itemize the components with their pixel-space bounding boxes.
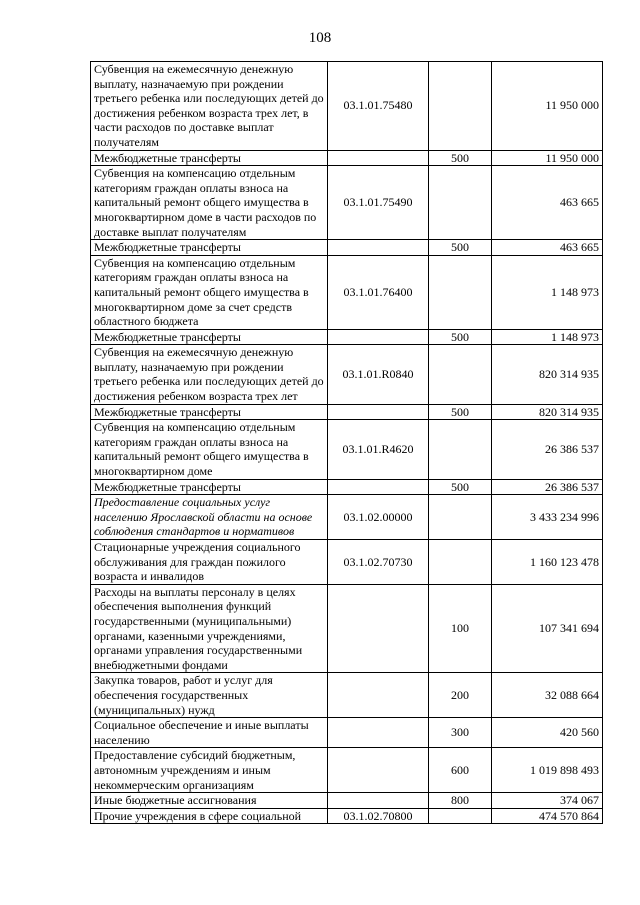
table-row [91,150,603,166]
row-name-cell: Межбюджетные трансферты [91,240,328,256]
row-sum-cell: 32 088 664 [492,673,603,718]
row-name-cell: Расходы на выплаты персоналу в целях обеспечения выполнения функций государственными (муниципальными) органами, казенными учреждениями, органами управления государственными внебюджетными фондами [91,584,328,673]
row-code-cell [328,748,429,793]
row-type-cell: 500 [429,479,492,495]
row-sum-cell: 463 665 [492,166,603,240]
row-name-cell: Субвенция на ежемесячную денежную выплату, назначаемую при рождении третьего ребенка или последующих детей до достижения ребенком возраста трех лет, в части расходов по доставке выплат получателям [91,62,328,151]
budget-table [90,61,603,824]
row-type-cell [429,166,492,240]
row-code-cell: 03.1.02.70730 [328,540,429,585]
row-code-cell [328,404,429,420]
row-sum-cell: 1 148 973 [492,255,603,329]
row-code-cell [328,329,429,345]
row-sum-cell: 1 019 898 493 [492,748,603,793]
row-name-cell: Межбюджетные трансферты [91,150,328,166]
table-row [91,240,603,256]
row-sum-cell: 107 341 694 [492,584,603,673]
row-sum-cell: 1 148 973 [492,329,603,345]
table-row [91,166,603,240]
row-name-cell: Субвенция на компенсацию отдельным категориям граждан оплаты взноса на капитальный ремонт общего имущества в многоквартирном доме в части расходов по доставке выплат получателям [91,166,328,240]
row-sum-cell: 26 386 537 [492,479,603,495]
row-sum-cell: 474 570 864 [492,808,603,824]
row-name-cell: Закупка товаров, работ и услуг для обеспечения государственных (муниципальных) нужд [91,673,328,718]
row-name-cell: Социальное обеспечение и иные выплаты населению [91,718,328,748]
row-type-cell: 600 [429,748,492,793]
row-code-cell [328,718,429,748]
row-name-cell: Субвенция на ежемесячную денежную выплату, назначаемую при рождении третьего ребенка или последующих детей до достижения ребенком возраста трех лет [91,345,328,404]
row-name-cell: Предоставление субсидий бюджетным, автономным учреждениям и иным некоммерческим организациям [91,748,328,793]
table-row [91,793,603,809]
row-name-cell: Межбюджетные трансферты [91,404,328,420]
row-code-cell: 03.1.01.76400 [328,255,429,329]
table-row [91,404,603,420]
table-row [91,808,603,824]
row-sum-cell: 420 560 [492,718,603,748]
row-name-cell: Иные бюджетные ассигнования [91,793,328,809]
row-code-cell: 03.1.01.R0840 [328,345,429,404]
table-row [91,420,603,479]
row-sum-cell: 463 665 [492,240,603,256]
table-row [91,329,603,345]
row-code-cell: 03.1.02.00000 [328,495,429,540]
row-type-cell: 500 [429,329,492,345]
row-type-cell [429,255,492,329]
row-type-cell [429,62,492,151]
budget-table-body [91,62,603,824]
table-row [91,62,603,151]
row-type-cell: 500 [429,150,492,166]
row-code-cell: 03.1.02.70800 [328,808,429,824]
row-name-cell: Субвенция на компенсацию отдельным категориям граждан оплаты взноса на капитальный ремонт общего имущества в многоквартирном доме за счет средств областного бюджета [91,255,328,329]
row-type-cell: 800 [429,793,492,809]
row-name-cell: Межбюджетные трансферты [91,479,328,495]
row-code-cell [328,673,429,718]
row-code-cell [328,150,429,166]
row-type-cell [429,345,492,404]
row-code-cell [328,584,429,673]
row-sum-cell: 820 314 935 [492,345,603,404]
row-type-cell: 300 [429,718,492,748]
table-row [91,479,603,495]
row-sum-cell: 11 950 000 [492,150,603,166]
row-type-cell: 200 [429,673,492,718]
table-row [91,255,603,329]
table-row [91,345,603,404]
row-code-cell [328,240,429,256]
row-code-cell: 03.1.01.75490 [328,166,429,240]
table-row [91,584,603,673]
row-sum-cell: 820 314 935 [492,404,603,420]
row-name-cell: Прочие учреждения в сфере социальной [91,808,328,824]
table-row [91,673,603,718]
row-sum-cell: 1 160 123 478 [492,540,603,585]
row-type-cell [429,808,492,824]
row-name-cell: Предоставление социальных услуг населению Ярославской области на основе соблюдения стандартов и нормативов [91,495,328,540]
row-code-cell: 03.1.01.R4620 [328,420,429,479]
row-type-cell [429,540,492,585]
row-name-cell: Субвенция на компенсацию отдельным категориям граждан оплаты взноса на капитальный ремонт общего имущества в многоквартирном доме [91,420,328,479]
row-type-cell: 500 [429,240,492,256]
row-code-cell: 03.1.01.75480 [328,62,429,151]
row-type-cell [429,495,492,540]
row-name-cell: Стационарные учреждения социального обслуживания для граждан пожилого возраста и инвалидов [91,540,328,585]
table-row [91,748,603,793]
row-type-cell: 500 [429,404,492,420]
row-code-cell [328,479,429,495]
row-name-cell: Межбюджетные трансферты [91,329,328,345]
row-type-cell [429,420,492,479]
row-sum-cell: 26 386 537 [492,420,603,479]
table-row [91,495,603,540]
row-sum-cell: 11 950 000 [492,62,603,151]
row-sum-cell: 374 067 [492,793,603,809]
page-number: 108 [308,30,332,46]
row-sum-cell: 3 433 234 996 [492,495,603,540]
table-row [91,718,603,748]
table-row [91,540,603,585]
row-type-cell: 100 [429,584,492,673]
row-code-cell [328,793,429,809]
